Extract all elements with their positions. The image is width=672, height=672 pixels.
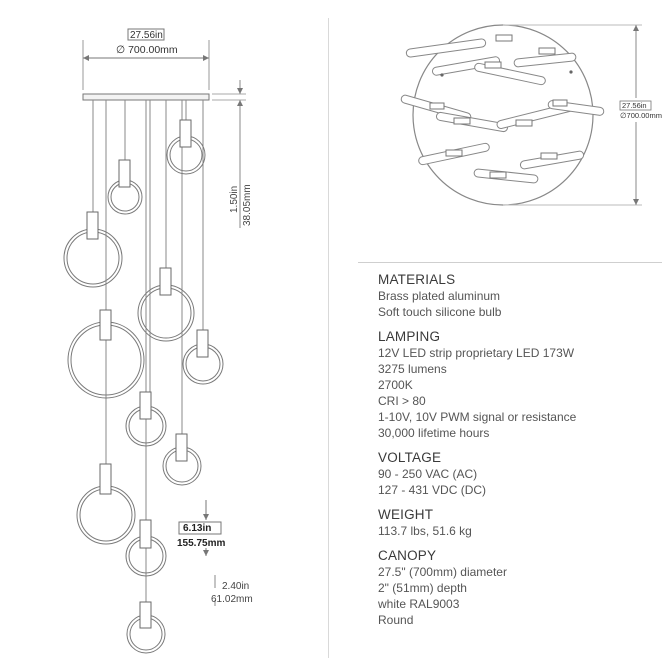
spec-heading: WEIGHT <box>378 507 434 522</box>
plan-view <box>400 25 651 205</box>
spec-line: 27.5" (700mm) diameter <box>378 565 507 579</box>
plan-dim-in: 27.56in <box>622 101 647 110</box>
specifications-panel <box>378 272 658 637</box>
mount-hole-left <box>440 73 443 76</box>
mount-hole-right <box>569 70 572 73</box>
elevation-view <box>64 29 246 653</box>
spec-line: Soft touch silicone bulb <box>378 305 502 319</box>
spacing-dim-in: 6.13in <box>183 523 212 534</box>
spec-line: 12V LED strip proprietary LED 173W <box>378 346 575 360</box>
spec-line: CRI > 80 <box>378 394 426 408</box>
canopy <box>83 94 209 100</box>
depth-dim-in: 1.50in <box>229 185 240 213</box>
spacing-dim-mm: 155.75mm <box>177 538 226 549</box>
spec-line: 2700K <box>378 378 413 392</box>
spec-line: Brass plated aluminum <box>378 289 501 303</box>
spec-line: Round <box>378 613 414 627</box>
spec-line: 2" (51mm) depth <box>378 581 467 595</box>
spec-line: white RAL9003 <box>378 597 460 611</box>
spec-section-canopy <box>378 548 658 628</box>
spec-section-lamping <box>378 329 658 441</box>
plan-dim-mm: ∅700.00mm <box>620 111 662 120</box>
size-dim-in: 2.40in <box>222 581 250 592</box>
vertical-divider <box>328 18 329 658</box>
canopy-dim-in: 27.56in <box>130 30 163 41</box>
spec-section-weight <box>378 507 658 539</box>
spec-line: 127 - 431 VDC (DC) <box>378 483 487 497</box>
spec-line: 1-10V, 10V PWM signal or resistance <box>378 410 577 424</box>
spec-heading: CANOPY <box>378 548 437 563</box>
spec-heading: VOLTAGE <box>378 450 442 465</box>
horizontal-divider <box>358 262 662 263</box>
depth-arrows <box>237 88 243 106</box>
spec-heading: LAMPING <box>378 329 441 344</box>
spec-heading: MATERIALS <box>378 272 456 287</box>
spec-line: 113.7 lbs, 51.6 kg <box>378 524 472 538</box>
spec-section-voltage <box>378 450 658 498</box>
size-dim-mm: 61.02mm <box>211 594 253 605</box>
spec-line: 90 - 250 VAC (AC) <box>378 467 478 481</box>
depth-dim-mm: 38.05mm <box>242 184 253 226</box>
canopy-dim-mm: ∅ 700.00mm <box>116 44 178 56</box>
spec-line: 30,000 lifetime hours <box>378 426 490 440</box>
spec-line: 3275 lumens <box>378 362 447 376</box>
spec-section-materials <box>378 272 658 320</box>
